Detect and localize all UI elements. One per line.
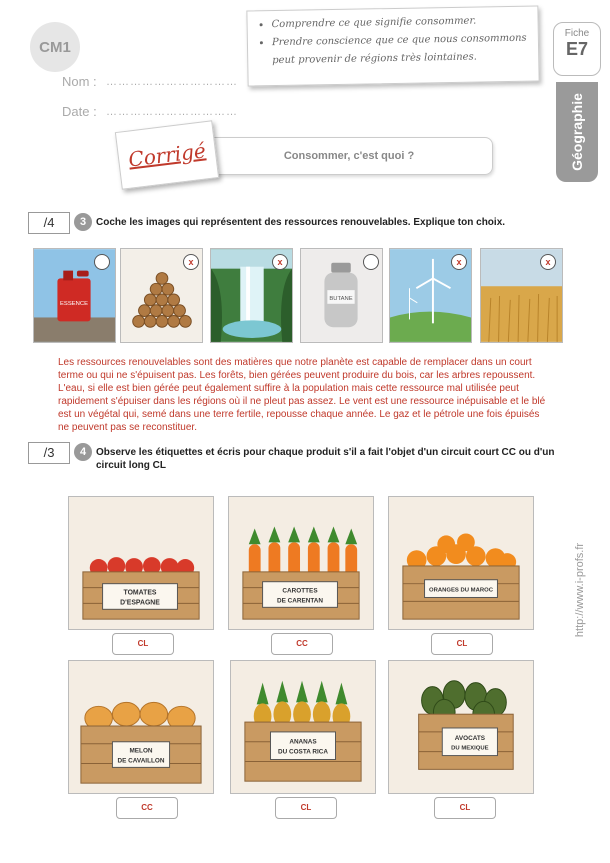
crate-label-line1: CAROTTES: [282, 587, 318, 595]
subject-tab: [556, 82, 598, 182]
crate-label-line1: MELON: [129, 747, 153, 755]
crate-melon: [68, 660, 214, 794]
crate-label-line1: ORANGES DU MAROC: [429, 587, 493, 594]
crate-label-line2: DE CAVAILLON: [117, 757, 165, 765]
exercise4-instruction: Observe les étiquettes et écris pour chaque produit s'il a fait l'objet d'un circuit court CC ou d'un circuit long CL: [96, 447, 555, 471]
jerrican-label: ESSENCE: [60, 300, 88, 307]
name-label: Nom :: [62, 74, 97, 89]
objective-item: • Prendre conscience que ce que nous consommons peut provenir de régions très lointaines.: [272, 30, 529, 70]
checkbox-jerrican[interactable]: [94, 254, 110, 270]
checkbox-eoliennes[interactable]: x: [451, 254, 467, 270]
page-title-text: Consommer, c'est quoi ?: [283, 150, 415, 162]
butane-label: BUTANE: [329, 295, 353, 302]
corrige-card: [115, 120, 219, 190]
date-field[interactable]: ……………………………: [106, 106, 238, 118]
objectives-box: [246, 5, 539, 86]
fiche-code: E7: [565, 39, 589, 59]
checkbox-bois[interactable]: x: [183, 254, 199, 270]
answer-box-avocats[interactable]: CL: [434, 797, 496, 819]
level-badge: [30, 22, 80, 72]
crate-label-line2: D'ESPAGNE: [120, 599, 160, 607]
level-text: CM1: [39, 38, 71, 56]
exercise4-number: 4: [74, 443, 92, 461]
crate-tomates: [68, 496, 214, 630]
crate-avocats: [388, 660, 534, 794]
crate-label-line2: DU MEXIQUE: [451, 745, 489, 752]
exercise3-answer[interactable]: Les ressources renouvelables sont des matières que notre planète est capable de remplacer dans un court terme ou qui ne s'épuisent pas. Les forêts, bien gérées peuvent produire du bois, car les arbres repoussent. L'eau, si elle est bien gérée peut également suffire à la population mais cette ressource mal utilisée peut rapidement s'épuiser dans les régions où il ne pleut pas assez. Le vent est une ressource inépuisable et le blé est un végétal qui, semé dans une terre fertile, repousse chaque année. Le gaz et le pétrole une fois épuisés ne peuvent pas se reconstituer.: [58, 357, 546, 433]
exercise3-instruction: Coche les images qui représentent des ressources renouvelables. Explique ton choix.: [96, 217, 506, 228]
page-title: [205, 137, 493, 175]
crate-label-line1: AVOCATS: [454, 734, 486, 742]
objective-item: • Comprendre ce que signifie consommer.: [271, 12, 527, 34]
crate-label-line1: ANANAS: [289, 738, 317, 746]
fiche-label: Fiche: [564, 28, 590, 39]
answer-box-melon[interactable]: CC: [116, 797, 178, 819]
crate-label-line1: TOMATES: [123, 589, 157, 597]
date-label: Date :: [62, 104, 97, 119]
exercise3-number: 3: [74, 213, 92, 231]
site-url[interactable]: http://www.i-profs.fr: [574, 542, 587, 638]
site-watermark: [565, 520, 595, 660]
exercise4-score[interactable]: /3: [28, 442, 70, 464]
crate-ananas: [230, 660, 376, 794]
checkbox-cascade[interactable]: x: [272, 254, 288, 270]
crate-carottes: [228, 496, 374, 630]
subject-text: Géographie: [569, 93, 586, 171]
answer-box-carottes[interactable]: CC: [271, 633, 333, 655]
fiche-badge: [553, 22, 601, 76]
checkbox-ble[interactable]: x: [540, 254, 556, 270]
exercise3-score[interactable]: /4: [28, 212, 70, 234]
name-field[interactable]: ……………………………: [106, 76, 238, 88]
crate-oranges: [388, 496, 534, 630]
crate-label-line2: DE CARENTAN: [276, 597, 324, 605]
answer-box-tomates[interactable]: CL: [112, 633, 174, 655]
crate-label-line2: DU COSTA RICA: [277, 748, 329, 756]
answer-box-oranges[interactable]: CL: [431, 633, 493, 655]
checkbox-butane[interactable]: [363, 254, 379, 270]
answer-box-ananas[interactable]: CL: [275, 797, 337, 819]
corrige-text: Corrigé: [127, 138, 207, 172]
